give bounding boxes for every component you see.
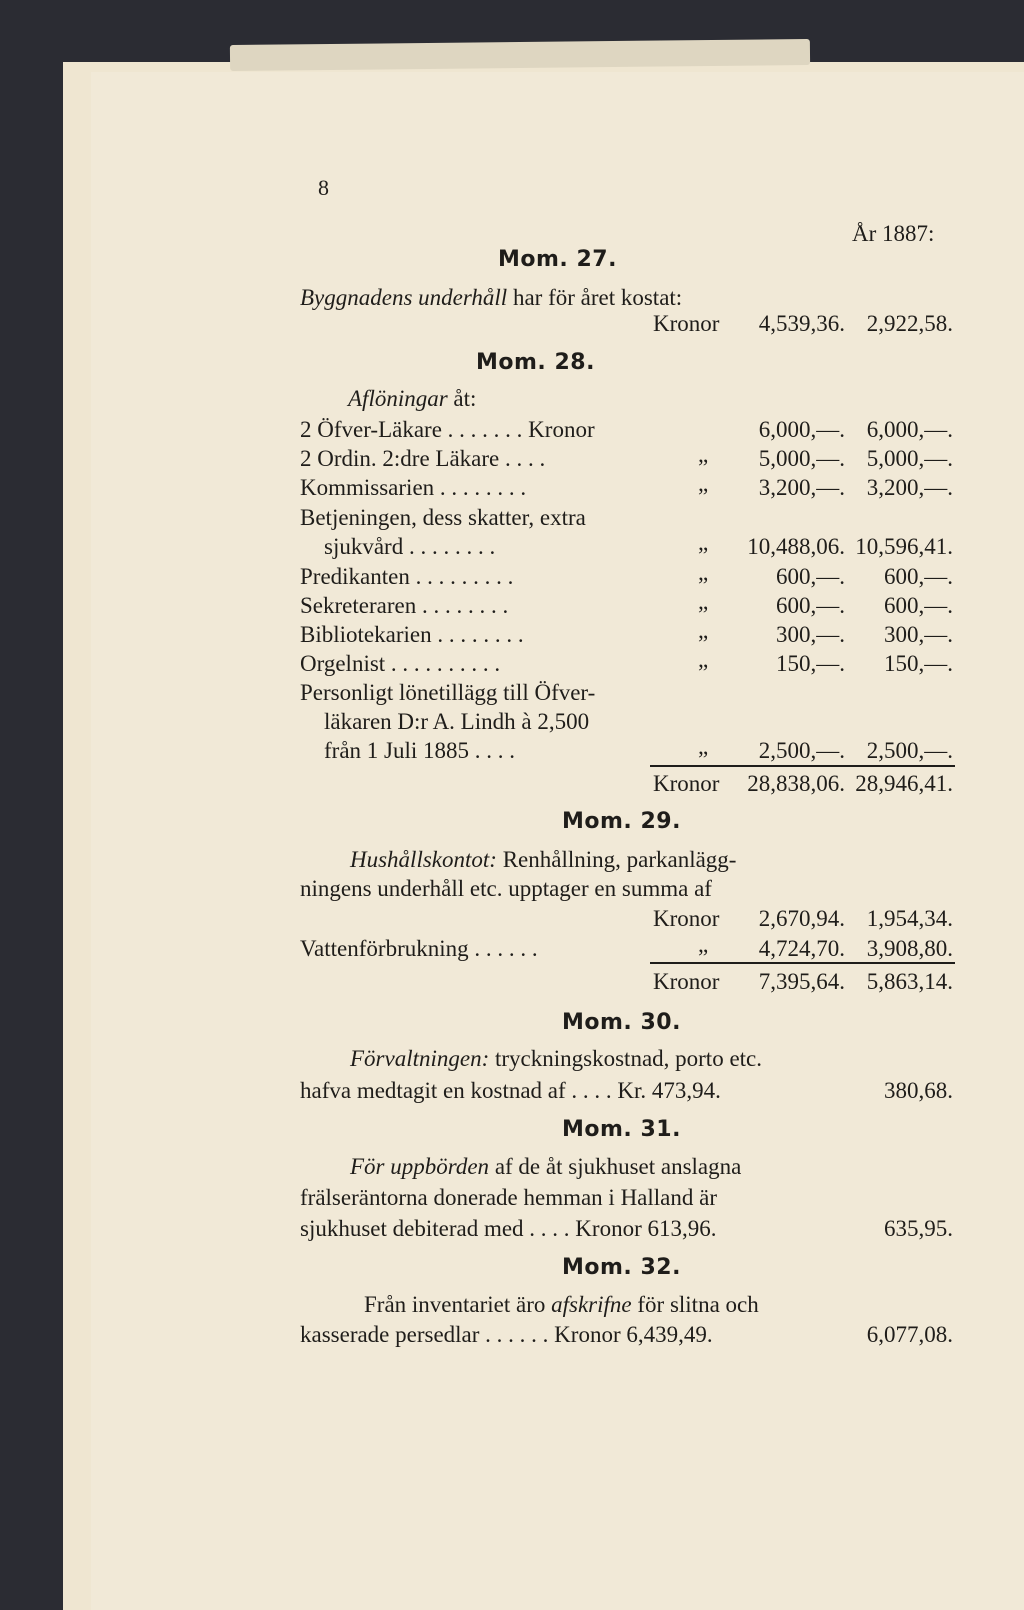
mom-28-row-value-1886: 600,—. [776, 564, 845, 589]
mom-29-water-1886: 4,724,70. [758, 936, 845, 961]
mom-28-row-value-1887: 300,—. [884, 622, 953, 647]
mom-28-row-value-1886: 10,488,06. [747, 534, 845, 559]
mom-28-row-value-1887: 6,000,—. [866, 417, 953, 442]
mom-29-kronor-label: Kronor [653, 906, 720, 931]
mom-28-lead [348, 387, 476, 410]
mom-28-row-label: Kommissarien . . . . . . . . [300, 475, 527, 500]
mom-30-line2: hafva medtagit en kostnad af . . . . Kr. 473,94. [300, 1078, 721, 1103]
mom-30-lead [350, 1047, 762, 1070]
mom-28-row-value-1886: 5,000,—. [758, 446, 845, 471]
mom-32-lead-pre: Från inventariet äro [364, 1292, 546, 1317]
mom-28-row-label: 2 Ordin. 2:dre Läkare . . . . [300, 446, 546, 471]
mom-30-lead-rest: tryckningskostnad, porto etc. [495, 1046, 763, 1071]
mom-28-row-label: Predikanten . . . . . . . . . [300, 564, 514, 589]
mom-28-row-value-1887: 5,000,—. [866, 446, 953, 471]
mom-29-line2: ningens underhåll etc. upptager en summa af [300, 876, 712, 901]
mom-27-kronor-label: Kronor [653, 311, 720, 336]
year-header: År 1887: [852, 221, 935, 246]
mom-28-row-value-1887: 600,—. [884, 564, 953, 589]
mom-29-total-label: Kronor [653, 969, 720, 994]
mom-28-row-ditto: „ [698, 647, 709, 672]
mom-28-total-label: Kronor [653, 771, 720, 796]
mom-28-row-value-1887: 10,596,41. [855, 534, 953, 559]
mom-28-row-label: Orgelnist . . . . . . . . . . [300, 651, 501, 676]
mom-28-heading: Mom. 28. [476, 350, 595, 375]
mom-27-lead [300, 286, 682, 309]
mom-28-row-ditto: „ [698, 589, 709, 614]
mom-28-row-label: 2 Öfver-Läkare . . . . . . . Kronor [300, 417, 595, 442]
mom-27-value-1886: 4,539,36. [758, 311, 845, 336]
mom-29-lead-rest: Renhållning, parkanlägg- [502, 847, 737, 872]
mom-27-lead-italic: Byggnadens underhåll [300, 285, 508, 310]
mom-27-heading: Mom. 27. [498, 247, 617, 272]
mom-31-lead [350, 1155, 741, 1178]
mom-30-heading: Mom. 30. [562, 1010, 681, 1035]
mom-31-heading: Mom. 31. [562, 1117, 681, 1142]
mom-28-row-label: Bibliotekarien . . . . . . . . [300, 622, 524, 647]
mom-28-row-value-1887: 600,—. [884, 593, 953, 618]
mom-29-lead-italic: Hushållskontot: [350, 847, 497, 872]
mom-28-row-ditto: „ [698, 471, 709, 496]
mom-28-row-ditto: „ [698, 734, 709, 759]
mom-29-total-1886: 7,395,64. [758, 969, 845, 994]
mom-28-row-ditto: „ [698, 618, 709, 643]
mom-28-row-value-1886: 600,—. [776, 593, 845, 618]
mom-28-total-1886: 28,838,06. [747, 771, 845, 796]
mom-27-value-1887: 2,922,58. [866, 311, 953, 336]
mom-28-lead-rest: åt: [453, 386, 477, 411]
mom-28-row-ditto: „ [698, 530, 709, 555]
mom-28-row-value-1887: 150,—. [884, 651, 953, 676]
mom-29-sum-rule [650, 962, 955, 964]
mom-32-heading: Mom. 32. [562, 1255, 681, 1280]
mom-32-line2: kasserade persedlar . . . . . . Kronor 6,439,49. [300, 1322, 713, 1347]
mom-28-row-ditto: „ [698, 560, 709, 585]
mom-29-water-label: Vattenförbrukning . . . . . . [300, 936, 538, 961]
mom-28-row-value-1886: 2,500,—. [758, 738, 845, 763]
mom-32-lead-rest: för slitna och [637, 1292, 759, 1317]
mom-28-row-label: från 1 Juli 1885 . . . . [324, 738, 516, 763]
mom-29-lead [350, 848, 736, 871]
mom-30-value-1887: 380,68. [884, 1078, 953, 1103]
mom-28-row-label: Betjeningen, dess skatter, extra [300, 505, 586, 530]
mom-29-value-1887: 1,954,34. [866, 906, 953, 931]
mom-28-total-1887: 28,946,41. [855, 771, 953, 796]
mom-32-lead [364, 1293, 759, 1316]
mom-31-lead-italic: För uppbörden [350, 1154, 490, 1179]
mom-28-row-value-1887: 2,500,—. [866, 738, 953, 763]
mom-29-value-1886: 2,670,94. [758, 906, 845, 931]
mom-27-lead-rest: har för året kostat: [512, 285, 683, 310]
mom-32-lead-italic: afskrifne [551, 1292, 632, 1317]
mom-28-row-value-1886: 150,—. [776, 651, 845, 676]
mom-29-water-1887: 3,908,80. [866, 936, 953, 961]
mom-32-value-1887: 6,077,08. [866, 1322, 953, 1347]
mom-28-row-label: sjukvård . . . . . . . . [324, 534, 496, 559]
mom-28-row-value-1886: 3,200,—. [758, 475, 845, 500]
mom-28-sum-rule [650, 765, 955, 767]
mom-31-line2: frälseräntorna donerade hemman i Halland är [300, 1185, 717, 1210]
mom-28-row-value-1886: 6,000,—. [758, 417, 845, 442]
mom-31-line3: sjukhuset debiterad med . . . . Kronor 613,96. [300, 1216, 717, 1241]
mom-28-row-label: läkaren D:r A. Lindh à 2,500 [324, 709, 590, 734]
mom-28-row-value-1886: 300,—. [776, 622, 845, 647]
mom-28-lead-italic: Aflöningar [348, 386, 448, 411]
mom-31-lead-rest: af de åt sjukhuset anslagna [494, 1154, 742, 1179]
mom-28-row-ditto: „ [698, 442, 709, 467]
mom-28-row-value-1887: 3,200,—. [866, 475, 953, 500]
mom-28-row-label: Personligt lönetillägg till Öfver- [300, 680, 596, 705]
mom-30-lead-italic: Förvaltningen: [350, 1046, 490, 1071]
mom-29-water-ditto: „ [698, 932, 709, 957]
mom-31-value-1887: 635,95. [884, 1216, 953, 1241]
page-number: 8 [318, 175, 329, 200]
mom-28-row-label: Sekreteraren . . . . . . . . [300, 593, 509, 618]
mom-29-heading: Mom. 29. [562, 809, 681, 834]
mom-29-total-1887: 5,863,14. [866, 969, 953, 994]
